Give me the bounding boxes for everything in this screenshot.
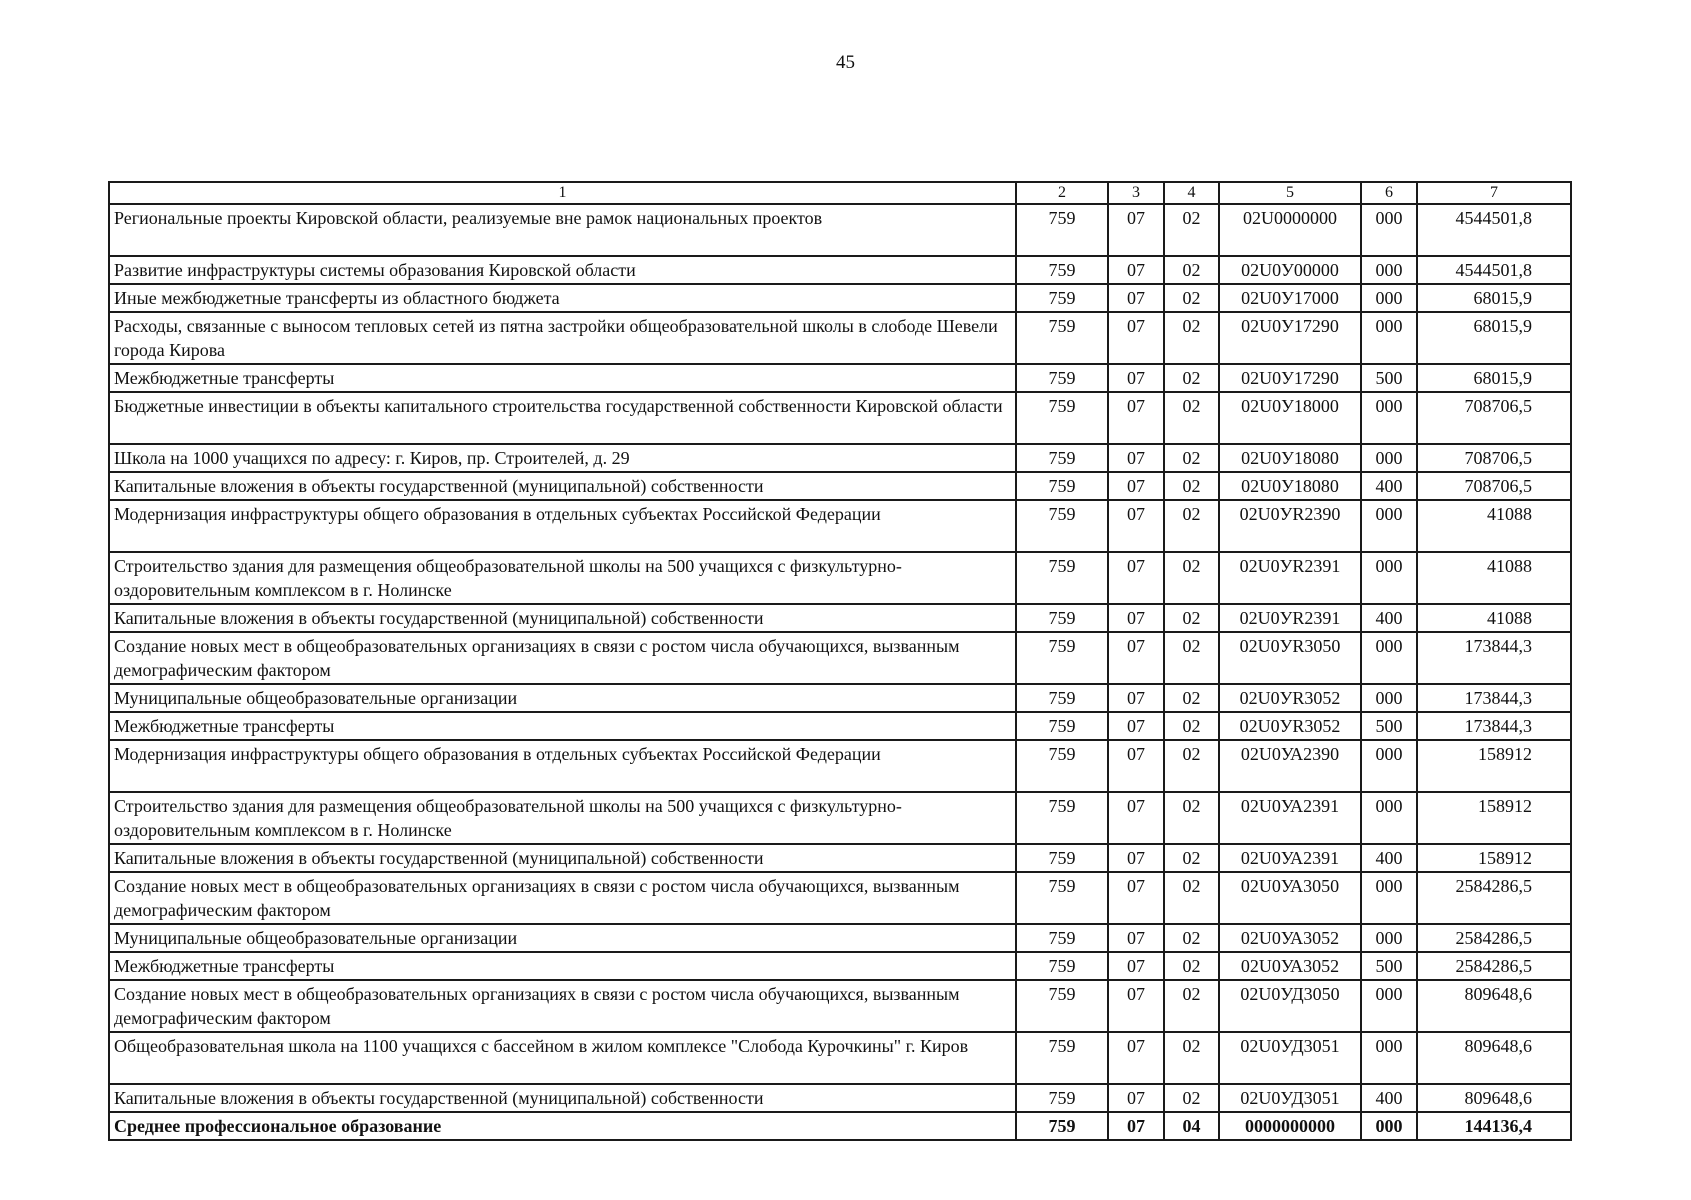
row-code-2-cell: 759 xyxy=(1016,392,1108,444)
row-code-3-cell: 07 xyxy=(1108,552,1164,604)
row-code-3-cell: 07 xyxy=(1108,924,1164,952)
header-cell-3: 3 xyxy=(1108,182,1164,204)
table-row xyxy=(109,1084,1571,1112)
row-code-2-cell: 759 xyxy=(1016,1084,1108,1112)
table-row xyxy=(109,364,1571,392)
row-amount-cell: 68015,9 xyxy=(1417,312,1571,364)
row-code-6-cell: 500 xyxy=(1361,364,1417,392)
row-name-cell: Межбюджетные трансферты xyxy=(109,712,1016,740)
row-code-2-cell: 759 xyxy=(1016,740,1108,792)
row-code-5-cell: 02U0У18080 xyxy=(1219,472,1361,500)
row-code-4-cell: 02 xyxy=(1164,444,1219,472)
table-row xyxy=(109,684,1571,712)
row-name-cell: Иные межбюджетные трансферты из областного бюджета xyxy=(109,284,1016,312)
table-row xyxy=(109,632,1571,684)
table-row xyxy=(109,872,1571,924)
table-row xyxy=(109,500,1571,552)
row-code-5-cell: 02U0УR3052 xyxy=(1219,684,1361,712)
row-code-2-cell: 759 xyxy=(1016,312,1108,364)
row-code-4-cell: 04 xyxy=(1164,1112,1219,1140)
row-amount-cell: 2584286,5 xyxy=(1417,952,1571,980)
row-code-5-cell: 02U0УА3052 xyxy=(1219,952,1361,980)
row-code-2-cell: 759 xyxy=(1016,952,1108,980)
row-code-4-cell: 02 xyxy=(1164,364,1219,392)
row-code-6-cell: 000 xyxy=(1361,740,1417,792)
row-name-cell: Капитальные вложения в объекты государственной (муниципальной) собственности xyxy=(109,472,1016,500)
row-amount-cell: 158912 xyxy=(1417,792,1571,844)
row-code-2-cell: 759 xyxy=(1016,444,1108,472)
row-name-cell: Капитальные вложения в объекты государственной (муниципальной) собственности xyxy=(109,844,1016,872)
row-name-cell: Общеобразовательная школа на 1100 учащихся с бассейном в жилом комплексе "Слобода Курочкины" г. Киров xyxy=(109,1032,1016,1084)
row-name-cell: Школа на 1000 учащихся по адресу: г. Киров, пр. Строителей, д. 29 xyxy=(109,444,1016,472)
row-name-cell: Создание новых мест в общеобразовательных организациях в связи с ростом числа обучающихся, вызванным демографическим фактором xyxy=(109,632,1016,684)
row-code-6-cell: 500 xyxy=(1361,952,1417,980)
row-amount-cell: 158912 xyxy=(1417,844,1571,872)
row-code-2-cell: 759 xyxy=(1016,604,1108,632)
row-amount-cell: 809648,6 xyxy=(1417,980,1571,1032)
row-name-cell: Развитие инфраструктуры системы образования Кировской области xyxy=(109,256,1016,284)
header-cell-5: 5 xyxy=(1219,182,1361,204)
row-code-6-cell: 000 xyxy=(1361,632,1417,684)
row-amount-cell: 4544501,8 xyxy=(1417,256,1571,284)
row-code-3-cell: 07 xyxy=(1108,284,1164,312)
row-code-6-cell: 000 xyxy=(1361,1112,1417,1140)
row-name-cell: Межбюджетные трансферты xyxy=(109,364,1016,392)
row-code-6-cell: 400 xyxy=(1361,844,1417,872)
row-amount-cell: 173844,3 xyxy=(1417,684,1571,712)
row-code-4-cell: 02 xyxy=(1164,684,1219,712)
row-code-4-cell: 02 xyxy=(1164,980,1219,1032)
row-code-6-cell: 000 xyxy=(1361,312,1417,364)
row-code-5-cell: 02U0УR2391 xyxy=(1219,552,1361,604)
table-row xyxy=(109,844,1571,872)
table-row xyxy=(109,1032,1571,1084)
row-amount-cell: 68015,9 xyxy=(1417,284,1571,312)
row-code-2-cell: 759 xyxy=(1016,364,1108,392)
row-amount-cell: 41088 xyxy=(1417,500,1571,552)
row-code-2-cell: 759 xyxy=(1016,924,1108,952)
header-cell-1: 1 xyxy=(109,182,1016,204)
row-code-6-cell: 000 xyxy=(1361,1032,1417,1084)
header-cell-2: 2 xyxy=(1016,182,1108,204)
row-code-3-cell: 07 xyxy=(1108,844,1164,872)
budget-table xyxy=(108,181,1572,1141)
row-code-4-cell: 02 xyxy=(1164,604,1219,632)
row-code-4-cell: 02 xyxy=(1164,712,1219,740)
table-row xyxy=(109,444,1571,472)
row-code-5-cell: 0000000000 xyxy=(1219,1112,1361,1140)
row-code-3-cell: 07 xyxy=(1108,500,1164,552)
row-code-5-cell: 02U0УД3051 xyxy=(1219,1084,1361,1112)
row-code-5-cell: 02U0УА2391 xyxy=(1219,844,1361,872)
row-code-2-cell: 759 xyxy=(1016,204,1108,256)
row-code-4-cell: 02 xyxy=(1164,792,1219,844)
row-name-cell: Создание новых мест в общеобразовательных организациях в связи с ростом числа обучающихся, вызванным демографическим фактором xyxy=(109,872,1016,924)
row-code-2-cell: 759 xyxy=(1016,1112,1108,1140)
row-code-2-cell: 759 xyxy=(1016,472,1108,500)
row-code-6-cell: 400 xyxy=(1361,604,1417,632)
table-row xyxy=(109,712,1571,740)
row-code-6-cell: 000 xyxy=(1361,924,1417,952)
row-code-3-cell: 07 xyxy=(1108,204,1164,256)
table-row xyxy=(109,256,1571,284)
row-code-5-cell: 02U0УА3052 xyxy=(1219,924,1361,952)
row-code-3-cell: 07 xyxy=(1108,392,1164,444)
row-code-3-cell: 07 xyxy=(1108,792,1164,844)
row-name-cell: Региональные проекты Кировской области, реализуемые вне рамок национальных проектов xyxy=(109,204,1016,256)
row-code-4-cell: 02 xyxy=(1164,952,1219,980)
row-code-5-cell: 02U0УR3052 xyxy=(1219,712,1361,740)
row-code-6-cell: 000 xyxy=(1361,444,1417,472)
row-amount-cell: 68015,9 xyxy=(1417,364,1571,392)
table-row xyxy=(109,980,1571,1032)
table-row xyxy=(109,472,1571,500)
row-name-cell: Капитальные вложения в объекты государственной (муниципальной) собственности xyxy=(109,604,1016,632)
row-code-6-cell: 000 xyxy=(1361,256,1417,284)
row-code-6-cell: 000 xyxy=(1361,500,1417,552)
row-code-4-cell: 02 xyxy=(1164,1032,1219,1084)
row-code-2-cell: 759 xyxy=(1016,1032,1108,1084)
row-code-4-cell: 02 xyxy=(1164,632,1219,684)
header-cell-4: 4 xyxy=(1164,182,1219,204)
row-name-cell: Строительство здания для размещения общеобразовательной школы на 500 учащихся с физкультурно-оздоровительным комплексом в г. Нолинске xyxy=(109,792,1016,844)
header-cell-7: 7 xyxy=(1417,182,1571,204)
row-name-cell: Создание новых мест в общеобразовательных организациях в связи с ростом числа обучающихся, вызванным демографическим фактором xyxy=(109,980,1016,1032)
row-code-2-cell: 759 xyxy=(1016,256,1108,284)
row-code-3-cell: 07 xyxy=(1108,256,1164,284)
row-code-6-cell: 000 xyxy=(1361,980,1417,1032)
row-name-cell: Среднее профессиональное образование xyxy=(109,1112,1016,1140)
row-code-4-cell: 02 xyxy=(1164,740,1219,792)
table-row xyxy=(109,204,1571,256)
row-code-2-cell: 759 xyxy=(1016,684,1108,712)
row-amount-cell: 2584286,5 xyxy=(1417,872,1571,924)
row-amount-cell: 708706,5 xyxy=(1417,392,1571,444)
row-amount-cell: 2584286,5 xyxy=(1417,924,1571,952)
row-code-6-cell: 000 xyxy=(1361,684,1417,712)
row-amount-cell: 173844,3 xyxy=(1417,712,1571,740)
row-amount-cell: 158912 xyxy=(1417,740,1571,792)
row-code-3-cell: 07 xyxy=(1108,1084,1164,1112)
row-code-3-cell: 07 xyxy=(1108,1032,1164,1084)
row-name-cell: Муниципальные общеобразовательные организации xyxy=(109,684,1016,712)
table-row xyxy=(109,392,1571,444)
row-code-5-cell: 02U0УА2391 xyxy=(1219,792,1361,844)
row-code-6-cell: 400 xyxy=(1361,1084,1417,1112)
row-code-5-cell: 02U0У00000 xyxy=(1219,256,1361,284)
table-row xyxy=(109,312,1571,364)
row-amount-cell: 41088 xyxy=(1417,552,1571,604)
row-name-cell: Муниципальные общеобразовательные организации xyxy=(109,924,1016,952)
row-code-2-cell: 759 xyxy=(1016,632,1108,684)
row-amount-cell: 809648,6 xyxy=(1417,1084,1571,1112)
page-number: 45 xyxy=(836,52,855,73)
table-row xyxy=(109,924,1571,952)
row-code-4-cell: 02 xyxy=(1164,872,1219,924)
row-code-5-cell: 02U0УR2391 xyxy=(1219,604,1361,632)
row-code-6-cell: 000 xyxy=(1361,792,1417,844)
row-code-3-cell: 07 xyxy=(1108,952,1164,980)
row-code-5-cell: 02U0УR3050 xyxy=(1219,632,1361,684)
row-amount-cell: 41088 xyxy=(1417,604,1571,632)
row-code-4-cell: 02 xyxy=(1164,1084,1219,1112)
row-code-4-cell: 02 xyxy=(1164,392,1219,444)
row-name-cell: Капитальные вложения в объекты государственной (муниципальной) собственности xyxy=(109,1084,1016,1112)
table-row xyxy=(109,740,1571,792)
row-code-5-cell: 02U0000000 xyxy=(1219,204,1361,256)
row-code-3-cell: 07 xyxy=(1108,472,1164,500)
row-code-3-cell: 07 xyxy=(1108,1112,1164,1140)
row-code-6-cell: 000 xyxy=(1361,392,1417,444)
row-name-cell: Модернизация инфраструктуры общего образования в отдельных субъектах Российской Федерации xyxy=(109,740,1016,792)
row-code-3-cell: 07 xyxy=(1108,312,1164,364)
row-code-3-cell: 07 xyxy=(1108,632,1164,684)
row-code-5-cell: 02U0УД3050 xyxy=(1219,980,1361,1032)
row-code-4-cell: 02 xyxy=(1164,552,1219,604)
table-row xyxy=(109,284,1571,312)
row-code-5-cell: 02U0У17000 xyxy=(1219,284,1361,312)
table-row xyxy=(109,604,1571,632)
row-code-6-cell: 500 xyxy=(1361,712,1417,740)
row-amount-cell: 708706,5 xyxy=(1417,472,1571,500)
row-amount-cell: 173844,3 xyxy=(1417,632,1571,684)
table-row xyxy=(109,1112,1571,1140)
row-code-3-cell: 07 xyxy=(1108,740,1164,792)
row-code-5-cell: 02U0У18000 xyxy=(1219,392,1361,444)
header-cell-6: 6 xyxy=(1361,182,1417,204)
row-code-5-cell: 02U0УА2390 xyxy=(1219,740,1361,792)
row-code-3-cell: 07 xyxy=(1108,712,1164,740)
row-code-3-cell: 07 xyxy=(1108,364,1164,392)
row-code-2-cell: 759 xyxy=(1016,792,1108,844)
row-code-2-cell: 759 xyxy=(1016,500,1108,552)
row-amount-cell: 708706,5 xyxy=(1417,444,1571,472)
row-code-6-cell: 000 xyxy=(1361,872,1417,924)
row-name-cell: Расходы, связанные с выносом тепловых сетей из пятна застройки общеобразовательной школы в слободе Шевели города Кирова xyxy=(109,312,1016,364)
row-code-3-cell: 07 xyxy=(1108,872,1164,924)
row-code-2-cell: 759 xyxy=(1016,552,1108,604)
row-code-4-cell: 02 xyxy=(1164,924,1219,952)
row-code-4-cell: 02 xyxy=(1164,500,1219,552)
row-code-4-cell: 02 xyxy=(1164,844,1219,872)
row-code-2-cell: 759 xyxy=(1016,284,1108,312)
row-code-4-cell: 02 xyxy=(1164,204,1219,256)
row-code-3-cell: 07 xyxy=(1108,684,1164,712)
row-code-6-cell: 000 xyxy=(1361,284,1417,312)
row-code-4-cell: 02 xyxy=(1164,312,1219,364)
row-code-3-cell: 07 xyxy=(1108,604,1164,632)
row-code-2-cell: 759 xyxy=(1016,872,1108,924)
row-code-4-cell: 02 xyxy=(1164,256,1219,284)
row-code-5-cell: 02U0УА3050 xyxy=(1219,872,1361,924)
row-amount-cell: 144136,4 xyxy=(1417,1112,1571,1140)
row-code-6-cell: 000 xyxy=(1361,204,1417,256)
row-name-cell: Строительство здания для размещения общеобразовательной школы на 500 учащихся с физкультурно-оздоровительным комплексом в г. Нолинске xyxy=(109,552,1016,604)
table-row xyxy=(109,552,1571,604)
row-name-cell: Модернизация инфраструктуры общего образования в отдельных субъектах Российской Федерации xyxy=(109,500,1016,552)
row-amount-cell: 809648,6 xyxy=(1417,1032,1571,1084)
row-code-3-cell: 07 xyxy=(1108,980,1164,1032)
row-code-5-cell: 02U0У17290 xyxy=(1219,312,1361,364)
row-code-2-cell: 759 xyxy=(1016,980,1108,1032)
table-row xyxy=(109,792,1571,844)
row-code-6-cell: 400 xyxy=(1361,472,1417,500)
header-row xyxy=(109,182,1571,204)
row-code-5-cell: 02U0УД3051 xyxy=(1219,1032,1361,1084)
row-code-2-cell: 759 xyxy=(1016,712,1108,740)
row-code-5-cell: 02U0У17290 xyxy=(1219,364,1361,392)
row-code-2-cell: 759 xyxy=(1016,844,1108,872)
table-row xyxy=(109,952,1571,980)
table-body xyxy=(109,182,1571,1140)
row-code-5-cell: 02U0УR2390 xyxy=(1219,500,1361,552)
row-name-cell: Бюджетные инвестиции в объекты капитального строительства государственной собственности Кировской области xyxy=(109,392,1016,444)
row-code-4-cell: 02 xyxy=(1164,472,1219,500)
row-code-4-cell: 02 xyxy=(1164,284,1219,312)
row-amount-cell: 4544501,8 xyxy=(1417,204,1571,256)
row-code-5-cell: 02U0У18080 xyxy=(1219,444,1361,472)
row-code-3-cell: 07 xyxy=(1108,444,1164,472)
row-name-cell: Межбюджетные трансферты xyxy=(109,952,1016,980)
row-code-6-cell: 000 xyxy=(1361,552,1417,604)
